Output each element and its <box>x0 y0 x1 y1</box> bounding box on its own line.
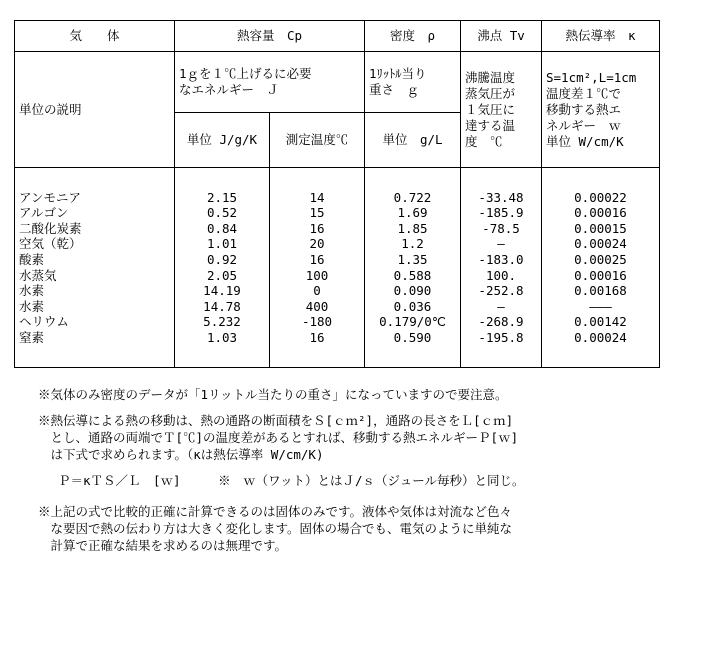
heat-capacity-value: 2.15 <box>206 189 238 205</box>
desc-boiling-line: 度 ℃ <box>465 133 503 149</box>
heat-capacity-value: 1.01 <box>206 236 238 252</box>
gas-name: アンモニア <box>19 189 82 205</box>
heat-capacity-column <box>175 168 270 368</box>
heat-capacity-value: 0.84 <box>206 220 238 236</box>
conductivity-value: ――― <box>589 298 612 314</box>
gas-name: 空気（乾） <box>19 236 82 252</box>
desc-density-line: 1ﾘｯﾄﾙ当り <box>369 66 427 81</box>
conductivity-value: 0.00016 <box>574 205 627 221</box>
conductivity-value: 0.00168 <box>574 283 627 299</box>
conductivity-value: 0.00142 <box>574 314 627 330</box>
desc-boiling-line: 達する温 <box>465 117 516 133</box>
gas-name: 酸素 <box>19 251 45 267</box>
boiling-point-value: ― <box>497 298 505 314</box>
boiling-point-value: -268.9 <box>478 314 524 330</box>
header-density: 密度 ρ <box>365 21 461 52</box>
gas-properties-table-container <box>14 20 659 368</box>
desc-density-line: 重さ ｇ <box>369 82 420 97</box>
density-value: 1.2 <box>401 236 424 252</box>
conductivity-value: 0.00025 <box>574 251 627 267</box>
desc-heat-capacity-line: なエネルギー Ｊ <box>179 82 280 97</box>
desc-conductivity-line: 温度差１℃で <box>546 85 622 101</box>
heat-capacity-value: 14.19 <box>203 283 241 299</box>
note-conduction-line: ※熱伝導による熱の移動は、熱の通路の断面積をＳ[ｃｍ²]，通路の長さをＬ[ｃｍ] <box>38 413 514 428</box>
measure-temp-value: 400 <box>305 298 329 314</box>
note-accuracy-line: ※上記の式で比較的正確に計算できるのは固体のみです。液体や気体は対流など色々 <box>38 504 513 519</box>
desc-heat-capacity <box>175 52 365 113</box>
gas-name: 二酸化炭素 <box>19 220 82 236</box>
measure-temp-column <box>270 168 365 368</box>
gas-name: 水素 <box>19 283 45 299</box>
heat-capacity-value: 0.92 <box>206 251 238 267</box>
density-value: 0.722 <box>393 189 432 205</box>
boiling-point-value: -252.8 <box>478 283 524 299</box>
density-value: 0.590 <box>393 329 432 345</box>
measure-temp-value: 16 <box>309 251 325 267</box>
measure-temp-value: -180 <box>301 314 333 330</box>
desc-conductivity-line: ネルギー ｗ <box>546 117 622 133</box>
gas-name: アルゴン <box>19 205 69 221</box>
unit-measure-temp: 測定温度℃ <box>270 113 365 168</box>
conductivity-value: 0.00024 <box>574 236 627 252</box>
measure-temp-value: 14 <box>309 189 325 205</box>
heat-capacity-value: 0.52 <box>206 205 238 221</box>
desc-heat-capacity-line: 1ｇを１℃上げるに必要 <box>179 66 312 81</box>
note-accuracy-line: な要因で熱の伝わり方は大きく変化します。固体の場合でも、電気のように単純な <box>38 521 513 536</box>
gas-properties-table <box>14 20 660 368</box>
data-row <box>15 168 660 368</box>
density-value: 1.85 <box>397 220 428 236</box>
desc-boiling-point <box>461 52 542 168</box>
desc-boiling-line: 沸騰温度 <box>465 69 516 85</box>
header-gas: 気 体 <box>15 21 175 52</box>
boiling-point-value: 100. <box>485 267 517 283</box>
gas-name: 水素 <box>19 298 45 314</box>
measure-temp-value: 16 <box>309 220 325 236</box>
unit-density: 単位 g/L <box>365 113 461 168</box>
header-conductivity: 熱伝導率 κ <box>542 21 660 52</box>
density-value: 0.179/0℃ <box>379 314 446 330</box>
unit-description-label: 単位の説明 <box>15 52 175 168</box>
conductivity-value: 0.00016 <box>574 267 627 283</box>
note-accuracy <box>38 503 658 554</box>
density-value: 1.69 <box>397 205 428 221</box>
header-row <box>15 21 660 52</box>
note-accuracy-line: 計算で正確な結果を求めるのは無理です。 <box>38 538 288 553</box>
heat-capacity-value: 14.78 <box>203 298 241 314</box>
measure-temp-value: 16 <box>309 329 325 345</box>
measure-temp-value: 100 <box>305 267 329 283</box>
note-conduction-line: とし、通路の両端でＴ[℃]の温度差があるとすれば、移動する熱エネルギーＰ[ｗ] <box>38 430 519 445</box>
boiling-point-value: -185.9 <box>478 205 524 221</box>
desc-conductivity-line: S=1cm²,L=1cm <box>546 69 637 85</box>
boiling-point-value: ― <box>497 236 505 252</box>
desc-conductivity-line: 単位 W/cm/K <box>546 133 624 149</box>
boiling-point-value: -183.0 <box>478 251 524 267</box>
header-heat-capacity: 熱容量 Cp <box>175 21 365 52</box>
conductivity-column <box>542 168 660 368</box>
desc-conductivity <box>542 52 660 168</box>
conductivity-value: 0.00024 <box>574 329 627 345</box>
boiling-point-column <box>461 168 542 368</box>
desc-boiling-line: 蒸気圧が <box>465 85 516 101</box>
desc-conductivity-line: 移動する熱エ <box>546 101 622 117</box>
density-value: 1.35 <box>397 251 428 267</box>
desc-density <box>365 52 461 113</box>
density-value: 0.036 <box>393 298 432 314</box>
note-conduction <box>38 412 658 463</box>
measure-temp-value: 15 <box>309 205 325 221</box>
measure-temp-value: 0 <box>313 283 321 299</box>
boiling-point-value: -195.8 <box>478 329 524 345</box>
boiling-point-value: -33.48 <box>478 189 524 205</box>
boiling-point-value: -78.5 <box>482 220 520 236</box>
density-value: 0.090 <box>393 283 432 299</box>
gas-name-column <box>15 168 175 368</box>
heat-capacity-value: 5.232 <box>203 314 241 330</box>
density-value: 0.588 <box>393 267 432 283</box>
heat-capacity-value: 1.03 <box>206 329 238 345</box>
conductivity-value: 0.00015 <box>574 220 627 236</box>
desc-boiling-line: １気圧に <box>465 101 516 117</box>
heat-capacity-value: 2.05 <box>206 267 238 283</box>
notes-section <box>38 386 658 563</box>
note-density: ※気体のみ密度のデータが「1リットル当たりの重さ」になっていますので要注意。 <box>38 387 508 402</box>
gas-name: 水蒸気 <box>19 267 57 283</box>
conductivity-value: 0.00022 <box>574 189 627 205</box>
formula: Ｐ＝κＴＳ／Ｌ [ｗ] ※ ｗ（ワット）とはＪ/ｓ（ジュール毎秒）と同じ。 <box>58 473 525 488</box>
gas-name: ヘリウム <box>19 314 69 330</box>
description-row <box>15 52 660 113</box>
gas-name: 窒素 <box>19 329 45 345</box>
measure-temp-value: 20 <box>309 236 325 252</box>
note-conduction-line: は下式で求められます。（κは熱伝導率 W/cm/K) <box>38 447 324 462</box>
density-column <box>365 168 461 368</box>
header-boiling-point: 沸点 Tv <box>461 21 542 52</box>
unit-heat-capacity: 単位 J/g/K <box>175 113 270 168</box>
